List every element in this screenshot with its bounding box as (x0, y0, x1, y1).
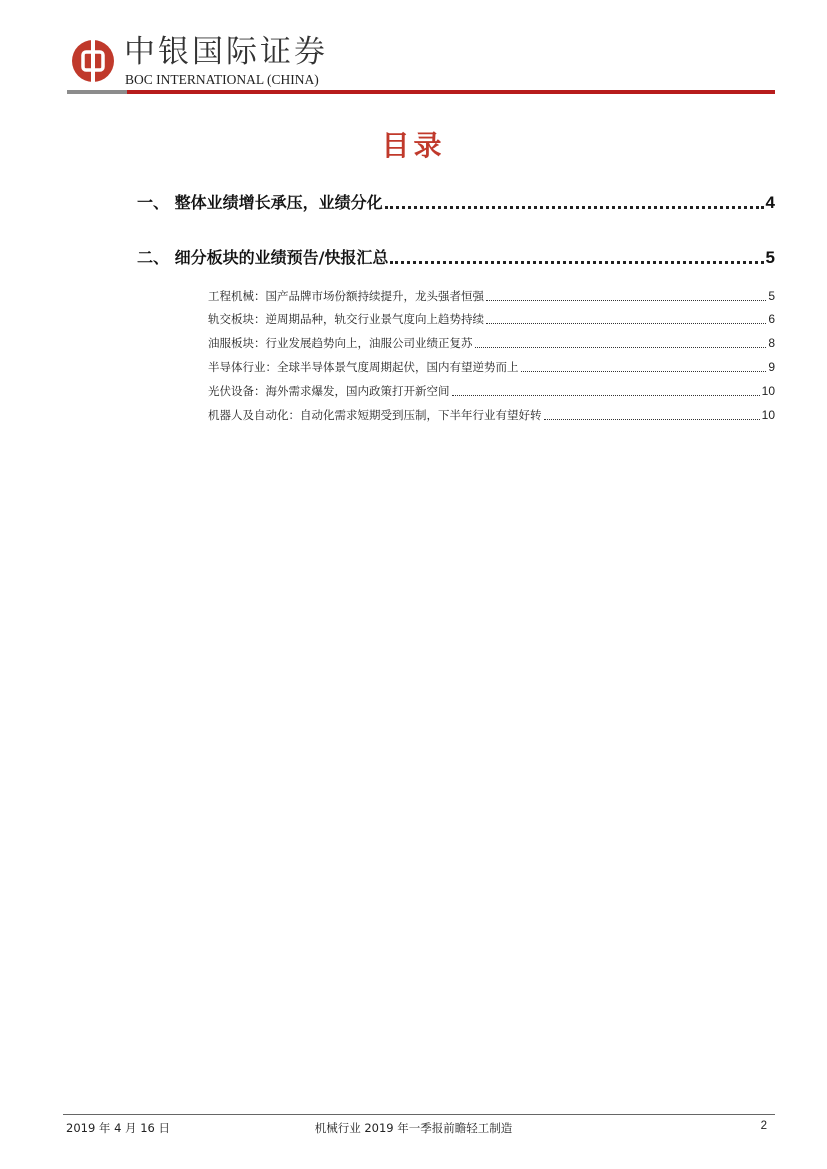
footer-report-title: 机械行业 2019 年一季报前瞻轻工制造 (314, 1121, 513, 1135)
toc-entry-page: 5 (768, 289, 775, 303)
toc-entry-label: 轨交板块：逆周期品种，轨交行业景气度向上趋势持续 (208, 312, 484, 326)
dot-leader (486, 300, 766, 301)
dot-leader (521, 371, 767, 372)
toc-entry-label: 一、 整体业绩增长承压，业绩分化 (137, 193, 383, 212)
toc-entry-label: 光伏设备：海外需求爆发，国内政策打开新空间 (208, 384, 450, 398)
toc-title: 目录 (381, 129, 446, 162)
toc-entry-label: 半导体行业：全球半导体景气度周期起伏，国内有望逆势而上 (208, 360, 519, 374)
dot-leader (486, 323, 766, 324)
footer-date: 2019 年 4 月 16 日 (66, 1121, 170, 1135)
header-divider-accent (127, 90, 775, 94)
dot-leader (390, 261, 763, 264)
footer-page-number: 2 (760, 1120, 767, 1132)
brand-name-en: BOC INTERNATIONAL (CHINA) (125, 72, 319, 87)
toc-entry-label: 机器人及自动化：自动化需求短期受到压制，下半年行业有望好转 (208, 408, 542, 422)
header-divider (67, 90, 127, 94)
toc-entry-page: 10 (761, 384, 775, 398)
toc-entry-level1[interactable] (137, 190, 775, 213)
dot-leader (475, 347, 767, 348)
toc-entry-level2[interactable] (208, 359, 775, 375)
toc-entry-page: 10 (761, 408, 775, 422)
toc-entry-level2[interactable] (208, 407, 775, 423)
toc-entry-page: 9 (768, 360, 775, 374)
toc-entry-level2[interactable] (208, 288, 775, 304)
toc-entry-label: 油服板块：行业发展趋势向上，油服公司业绩正复苏 (208, 336, 473, 350)
toc-entry-level1[interactable] (137, 245, 775, 268)
dot-leader (544, 419, 760, 420)
toc-entry-level2[interactable] (208, 335, 775, 351)
toc-entry-page: 6 (768, 312, 775, 326)
brand-name-cn: 中银国际证券 (124, 34, 328, 70)
dot-leader (452, 395, 760, 396)
dot-leader (385, 206, 764, 209)
toc-entry-label: 二、 细分板块的业绩预告/快报汇总 (137, 248, 389, 267)
toc-entry-page: 8 (768, 336, 775, 350)
toc-entry-page: 4 (765, 193, 775, 212)
boc-logo-icon (70, 38, 116, 84)
toc-entry-level2[interactable] (208, 311, 775, 327)
toc-entry-label: 工程机械：国产品牌市场份额持续提升，龙头强者恒强 (208, 289, 484, 303)
footer-divider (63, 1114, 775, 1115)
toc-entry-level2[interactable] (208, 383, 775, 399)
toc-entry-page: 5 (765, 248, 775, 267)
